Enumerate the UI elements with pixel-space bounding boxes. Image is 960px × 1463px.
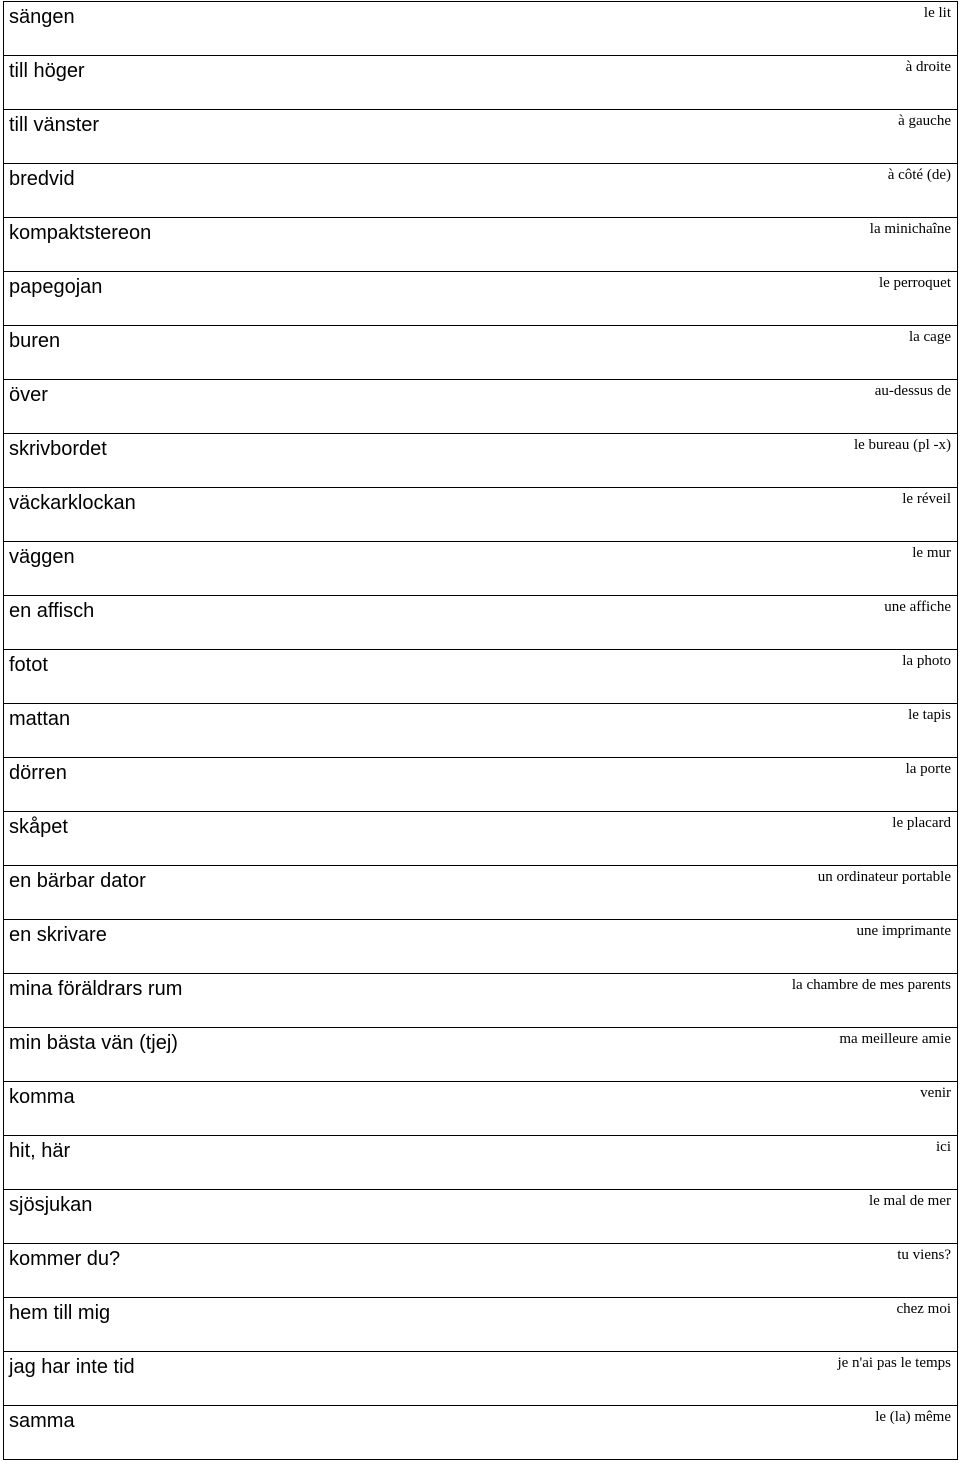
french-word: le bureau (pl -x): [853, 437, 951, 453]
swedish-word: sjösjukan: [9, 1194, 93, 1216]
swedish-word: väckarklockan: [9, 492, 136, 514]
french-word: la chambre de mes parents: [791, 977, 951, 993]
table-row: [4, 595, 957, 649]
table-row: [4, 541, 957, 595]
table-row: [4, 379, 957, 433]
swedish-word: sängen: [9, 6, 75, 28]
table-row: [4, 1351, 957, 1405]
french-word: je n'ai pas le temps: [837, 1355, 951, 1371]
swedish-word: en bärbar dator: [9, 870, 146, 892]
swedish-word: skrivbordet: [9, 438, 107, 460]
table-row: [4, 865, 957, 919]
table-row: [4, 55, 957, 109]
table-row: [4, 703, 957, 757]
french-word: un ordinateur portable: [817, 869, 951, 885]
swedish-word: till höger: [9, 60, 85, 82]
swedish-word: en affisch: [9, 600, 95, 622]
swedish-word: till vänster: [9, 114, 100, 136]
vocabulary-table: [3, 1, 958, 1460]
french-word: le tapis: [908, 707, 951, 723]
french-word: le mur: [912, 545, 951, 561]
table-row: [4, 919, 957, 973]
swedish-word: mattan: [9, 708, 71, 730]
french-word: le lit: [923, 5, 951, 21]
french-word: la photo: [902, 653, 951, 669]
table-row: [4, 109, 957, 163]
french-word: à droite: [905, 59, 951, 75]
table-row: [4, 1243, 957, 1297]
french-word: le mal de mer: [868, 1193, 951, 1209]
french-word: à gauche: [898, 113, 951, 129]
swedish-word: kommer du?: [9, 1248, 121, 1270]
swedish-word: fotot: [9, 654, 48, 676]
table-row: [4, 1081, 957, 1135]
french-word: le placard: [892, 815, 951, 831]
french-word: une imprimante: [856, 923, 951, 939]
swedish-word: hit, här: [9, 1140, 71, 1162]
french-word: le réveil: [902, 491, 951, 507]
table-row: [4, 163, 957, 217]
table-row: [4, 811, 957, 865]
table-row: [4, 487, 957, 541]
french-word: tu viens?: [897, 1247, 951, 1263]
french-word: ici: [936, 1139, 951, 1155]
table-row: [4, 1027, 957, 1081]
french-word: le perroquet: [878, 275, 951, 291]
swedish-word: över: [9, 384, 48, 406]
french-word: le (la) même: [875, 1409, 951, 1425]
swedish-word: samma: [9, 1410, 75, 1432]
swedish-word: buren: [9, 330, 61, 352]
table-row: [4, 2, 957, 55]
french-word: la porte: [905, 761, 951, 777]
table-row: [4, 757, 957, 811]
swedish-word: hem till mig: [9, 1302, 111, 1324]
swedish-word: bredvid: [9, 168, 75, 190]
table-row: [4, 1405, 957, 1459]
table-row: [4, 973, 957, 1027]
swedish-word: papegojan: [9, 276, 103, 298]
swedish-word: väggen: [9, 546, 75, 568]
french-word: une affiche: [884, 599, 951, 615]
table-row: [4, 433, 957, 487]
swedish-word: jag har inte tid: [9, 1356, 135, 1378]
swedish-word: dörren: [9, 762, 67, 784]
french-word: la cage: [908, 329, 951, 345]
french-word: ma meilleure amie: [839, 1031, 951, 1047]
swedish-word: mina föräldrars rum: [9, 978, 183, 1000]
table-row: [4, 271, 957, 325]
table-row: [4, 1297, 957, 1351]
swedish-word: min bästa vän (tjej): [9, 1032, 178, 1054]
table-row: [4, 1189, 957, 1243]
french-word: venir: [920, 1085, 951, 1101]
table-row: [4, 217, 957, 271]
table-row: [4, 1135, 957, 1189]
swedish-word: en skrivare: [9, 924, 107, 946]
table-row: [4, 649, 957, 703]
swedish-word: kompaktstereon: [9, 222, 152, 244]
table-row: [4, 325, 957, 379]
french-word: au-dessus de: [874, 383, 951, 399]
french-word: à côté (de): [887, 167, 951, 183]
swedish-word: skåpet: [9, 816, 68, 838]
french-word: chez moi: [896, 1301, 951, 1317]
swedish-word: komma: [9, 1086, 75, 1108]
french-word: la minichaîne: [869, 221, 951, 237]
